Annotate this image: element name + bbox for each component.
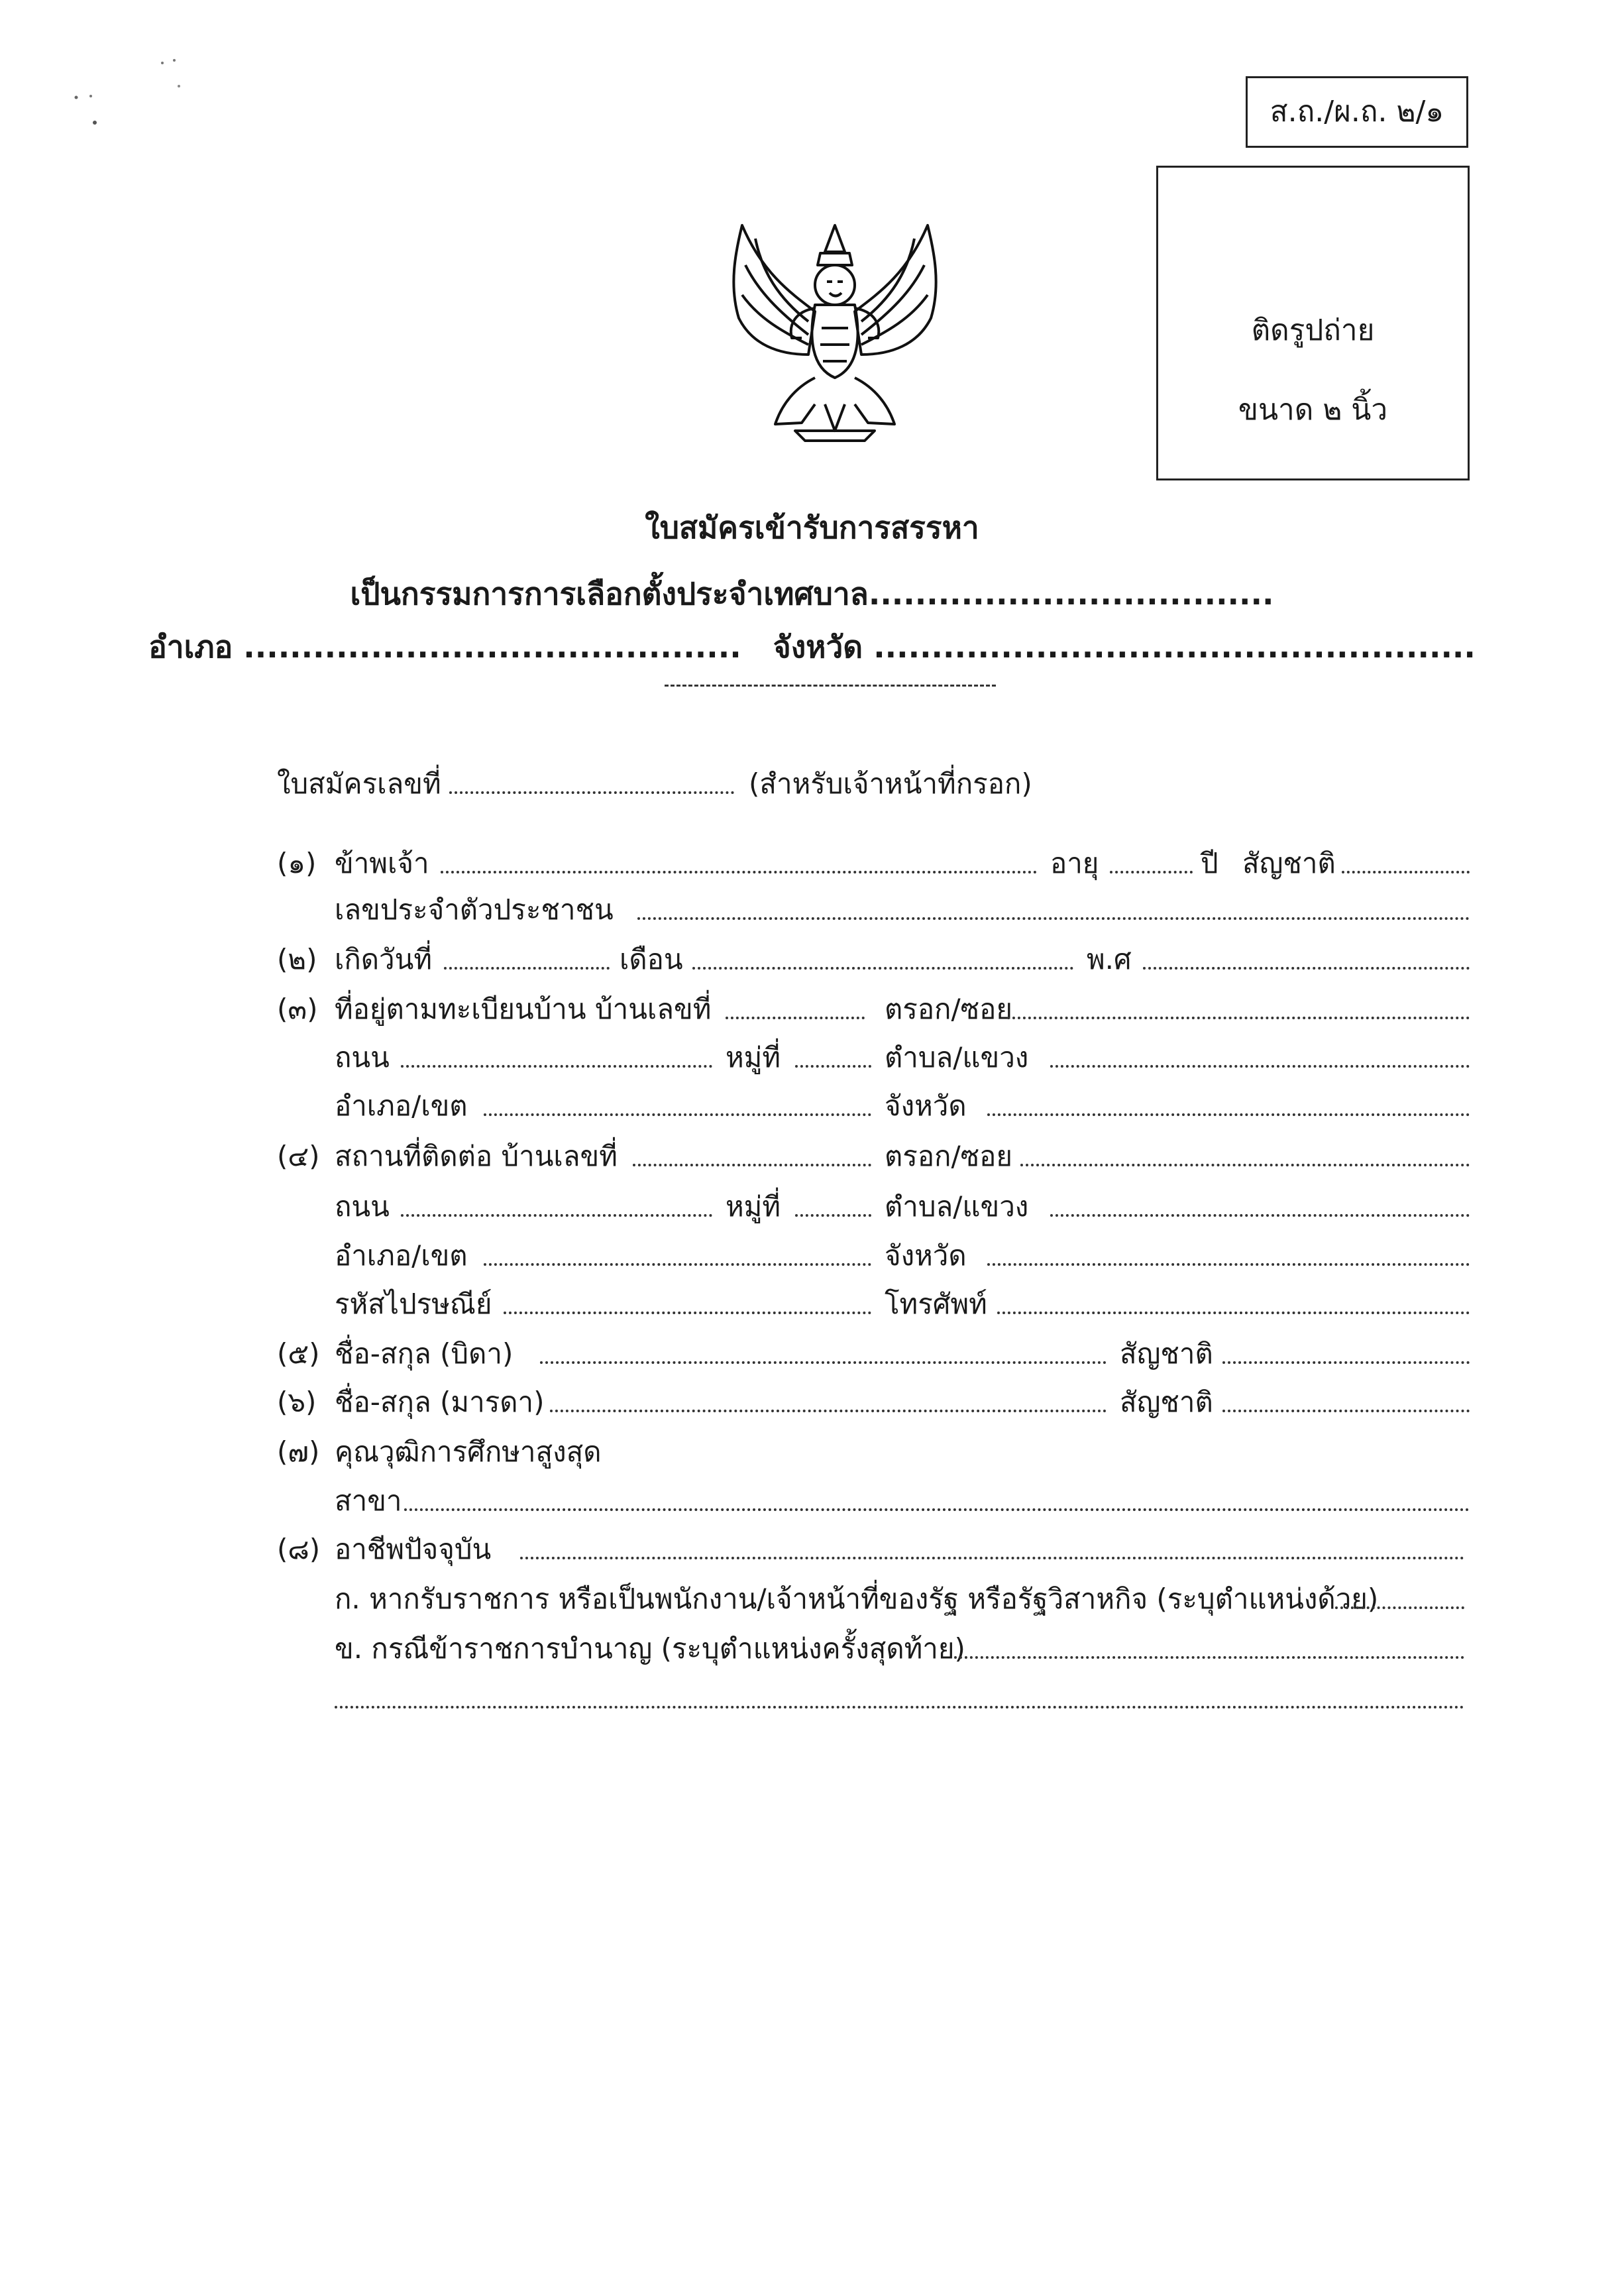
citizen-id-label: เลขประจำตัวประชาชน bbox=[335, 893, 614, 926]
item-4-road-row bbox=[0, 1185, 1624, 1225]
title-divider bbox=[665, 685, 996, 687]
application-no-note: (สำหรับเจ้าหน้าที่กรอก) bbox=[749, 767, 1032, 800]
application-no-row bbox=[0, 762, 1624, 802]
birth-year-label: พ.ศ bbox=[1087, 943, 1132, 976]
item-4-amphoe-row bbox=[0, 1234, 1624, 1274]
mother-nationality-field[interactable] bbox=[1222, 1410, 1470, 1412]
father-name-label: ชื่อ-สกุล (บิดา) bbox=[335, 1337, 514, 1370]
form-code: ส.ถ./ผ.ถ. ๒/๑ bbox=[1270, 95, 1444, 129]
application-no-field[interactable] bbox=[449, 791, 734, 794]
education-label: คุณวุฒิการศึกษาสูงสุด bbox=[335, 1435, 602, 1468]
father-name-field[interactable] bbox=[540, 1361, 1107, 1364]
contact-address-label: สถานที่ติดต่อ บ้านเลขที่ bbox=[335, 1140, 618, 1172]
road-label: ถนน bbox=[335, 1041, 390, 1074]
birth-month-field[interactable] bbox=[692, 967, 1073, 970]
mother-name-label: ชื่อ-สกุล (มารดา) bbox=[335, 1386, 545, 1418]
postal-code-field[interactable] bbox=[504, 1312, 871, 1314]
occupation-retired-field[interactable] bbox=[954, 1656, 1464, 1659]
branch-field[interactable] bbox=[404, 1508, 1470, 1511]
item-number: (๒) bbox=[277, 943, 317, 976]
item-number: (๘) bbox=[277, 1533, 321, 1565]
soi-field[interactable] bbox=[1007, 1017, 1470, 1019]
item-number: (๖) bbox=[277, 1386, 317, 1418]
tambon-label: ตำบล/แขวง bbox=[885, 1041, 1029, 1074]
contact-road-field[interactable] bbox=[401, 1214, 712, 1217]
item-number: (๓) bbox=[277, 993, 318, 1025]
birth-day-field[interactable] bbox=[444, 967, 610, 970]
contact-soi-field[interactable] bbox=[1020, 1164, 1470, 1166]
item-number: (๕) bbox=[277, 1337, 320, 1370]
contact-province-field[interactable] bbox=[987, 1263, 1470, 1266]
photo-placeholder-box bbox=[1156, 166, 1470, 480]
registered-address-label: ที่อยู่ตามทะเบียนบ้าน บ้านเลขที่ bbox=[335, 993, 712, 1025]
item-5-row bbox=[0, 1332, 1624, 1372]
item-8-row bbox=[0, 1528, 1624, 1567]
application-no-label: ใบสมัครเลขที่ bbox=[277, 767, 441, 800]
form-location-line bbox=[0, 623, 1624, 671]
form-title: ใบสมัครเข้ารับการสรรหา bbox=[645, 510, 979, 545]
item-1-row bbox=[0, 842, 1624, 881]
province-label: จังหวัด bbox=[885, 1239, 967, 1272]
mother-name-field[interactable] bbox=[550, 1410, 1107, 1412]
age-field[interactable] bbox=[1110, 871, 1193, 873]
item-1-id-row bbox=[0, 888, 1624, 928]
nationality-field[interactable] bbox=[1342, 871, 1470, 873]
moo-field[interactable] bbox=[795, 1065, 871, 1068]
amphoe-field[interactable]: อำเภอ ........................................... bbox=[148, 629, 741, 665]
garuda-emblem-icon bbox=[716, 212, 954, 451]
nationality-label: สัญชาติ bbox=[1242, 847, 1336, 879]
name-label: ข้าพเจ้า bbox=[335, 847, 429, 879]
province-label: จังหวัด bbox=[885, 1090, 967, 1122]
birth-year-field[interactable] bbox=[1143, 967, 1470, 970]
father-nationality-field[interactable] bbox=[1222, 1361, 1470, 1364]
photo-size-label: ขนาด ๒ นิ้ว bbox=[1238, 393, 1388, 427]
phone-label: โทรศัพท์ bbox=[885, 1288, 987, 1320]
item-4-row bbox=[0, 1135, 1624, 1174]
item-number: (๗) bbox=[277, 1435, 320, 1468]
mother-nationality-label: สัญชาติ bbox=[1120, 1386, 1213, 1418]
occupation-label: อาชีพปัจจุบัน bbox=[335, 1533, 492, 1565]
amphoe-field[interactable] bbox=[484, 1113, 871, 1116]
birth-day-label: เกิดวันที่ bbox=[335, 943, 433, 976]
item-7-branch-row bbox=[0, 1479, 1624, 1519]
item-4-postal-row bbox=[0, 1282, 1624, 1322]
form-code-box bbox=[1246, 76, 1468, 148]
item-3-road-row bbox=[0, 1036, 1624, 1076]
postal-code-label: รหัสไปรษณีย์ bbox=[335, 1288, 492, 1320]
moo-label: หมู่ที่ bbox=[726, 1041, 781, 1074]
item-7-row bbox=[0, 1430, 1624, 1470]
branch-label: สาขา bbox=[335, 1484, 402, 1517]
item-3-amphoe-row bbox=[0, 1084, 1624, 1124]
contact-moo-field[interactable] bbox=[795, 1214, 871, 1217]
citizen-id-field[interactable] bbox=[637, 917, 1470, 920]
phone-field[interactable] bbox=[997, 1312, 1470, 1314]
scan-speck-mark bbox=[63, 50, 195, 136]
age-label: อายุ bbox=[1050, 847, 1099, 879]
item-8b-row bbox=[0, 1627, 1624, 1667]
name-field[interactable] bbox=[441, 871, 1037, 873]
contact-tambon-field[interactable] bbox=[1050, 1214, 1470, 1217]
item-8-extra-row bbox=[0, 1677, 1624, 1716]
occupation-field[interactable] bbox=[520, 1557, 1464, 1559]
moo-label: หมู่ที่ bbox=[726, 1190, 781, 1223]
occupation-government-field[interactable] bbox=[1335, 1606, 1464, 1609]
amphoe-label: อำเภอ/เขต bbox=[335, 1239, 468, 1272]
house-no-field[interactable] bbox=[726, 1017, 865, 1019]
tambon-field[interactable] bbox=[1050, 1065, 1470, 1068]
road-field[interactable] bbox=[401, 1065, 712, 1068]
contact-house-no-field[interactable] bbox=[633, 1164, 871, 1166]
soi-label: ตรอก/ซอย bbox=[885, 1140, 1012, 1172]
item-2-row bbox=[0, 938, 1624, 978]
soi-label: ตรอก/ซอย bbox=[885, 993, 1012, 1025]
occupation-government-label: ก. หากรับราชการ หรือเป็นพนักงาน/เจ้าหน้าที่ของรัฐ หรือรัฐวิสาหกิจ (ระบุตำแหน่งด้วย) bbox=[335, 1583, 1379, 1615]
amphoe-label: อำเภอ/เขต bbox=[335, 1090, 468, 1122]
item-8a-row bbox=[0, 1577, 1624, 1617]
occupation-retired-label: ข. กรณีข้าราชการบำนาญ (ระบุตำแหน่งครั้งสุดท้าย) bbox=[335, 1632, 965, 1665]
contact-amphoe-field[interactable] bbox=[484, 1263, 871, 1266]
form-subtitle: เป็นกรรมการการเลือกตั้งประจำเทศบาล................................... bbox=[350, 576, 1274, 612]
occupation-extra-field[interactable] bbox=[335, 1706, 1464, 1708]
province-field[interactable] bbox=[987, 1113, 1470, 1116]
road-label: ถนน bbox=[335, 1190, 390, 1223]
year-label: ปี bbox=[1201, 847, 1218, 879]
province-field[interactable]: จังหวัด .................................................... bbox=[773, 629, 1476, 665]
tambon-label: ตำบล/แขวง bbox=[885, 1190, 1029, 1223]
father-nationality-label: สัญชาติ bbox=[1120, 1337, 1213, 1370]
photo-label: ติดรูปถ่าย bbox=[1251, 313, 1375, 347]
item-6-row bbox=[0, 1380, 1624, 1420]
birth-month-label: เดือน bbox=[620, 943, 683, 976]
item-number: (๑) bbox=[277, 847, 317, 879]
item-3-row bbox=[0, 987, 1624, 1027]
item-number: (๔) bbox=[277, 1140, 320, 1172]
